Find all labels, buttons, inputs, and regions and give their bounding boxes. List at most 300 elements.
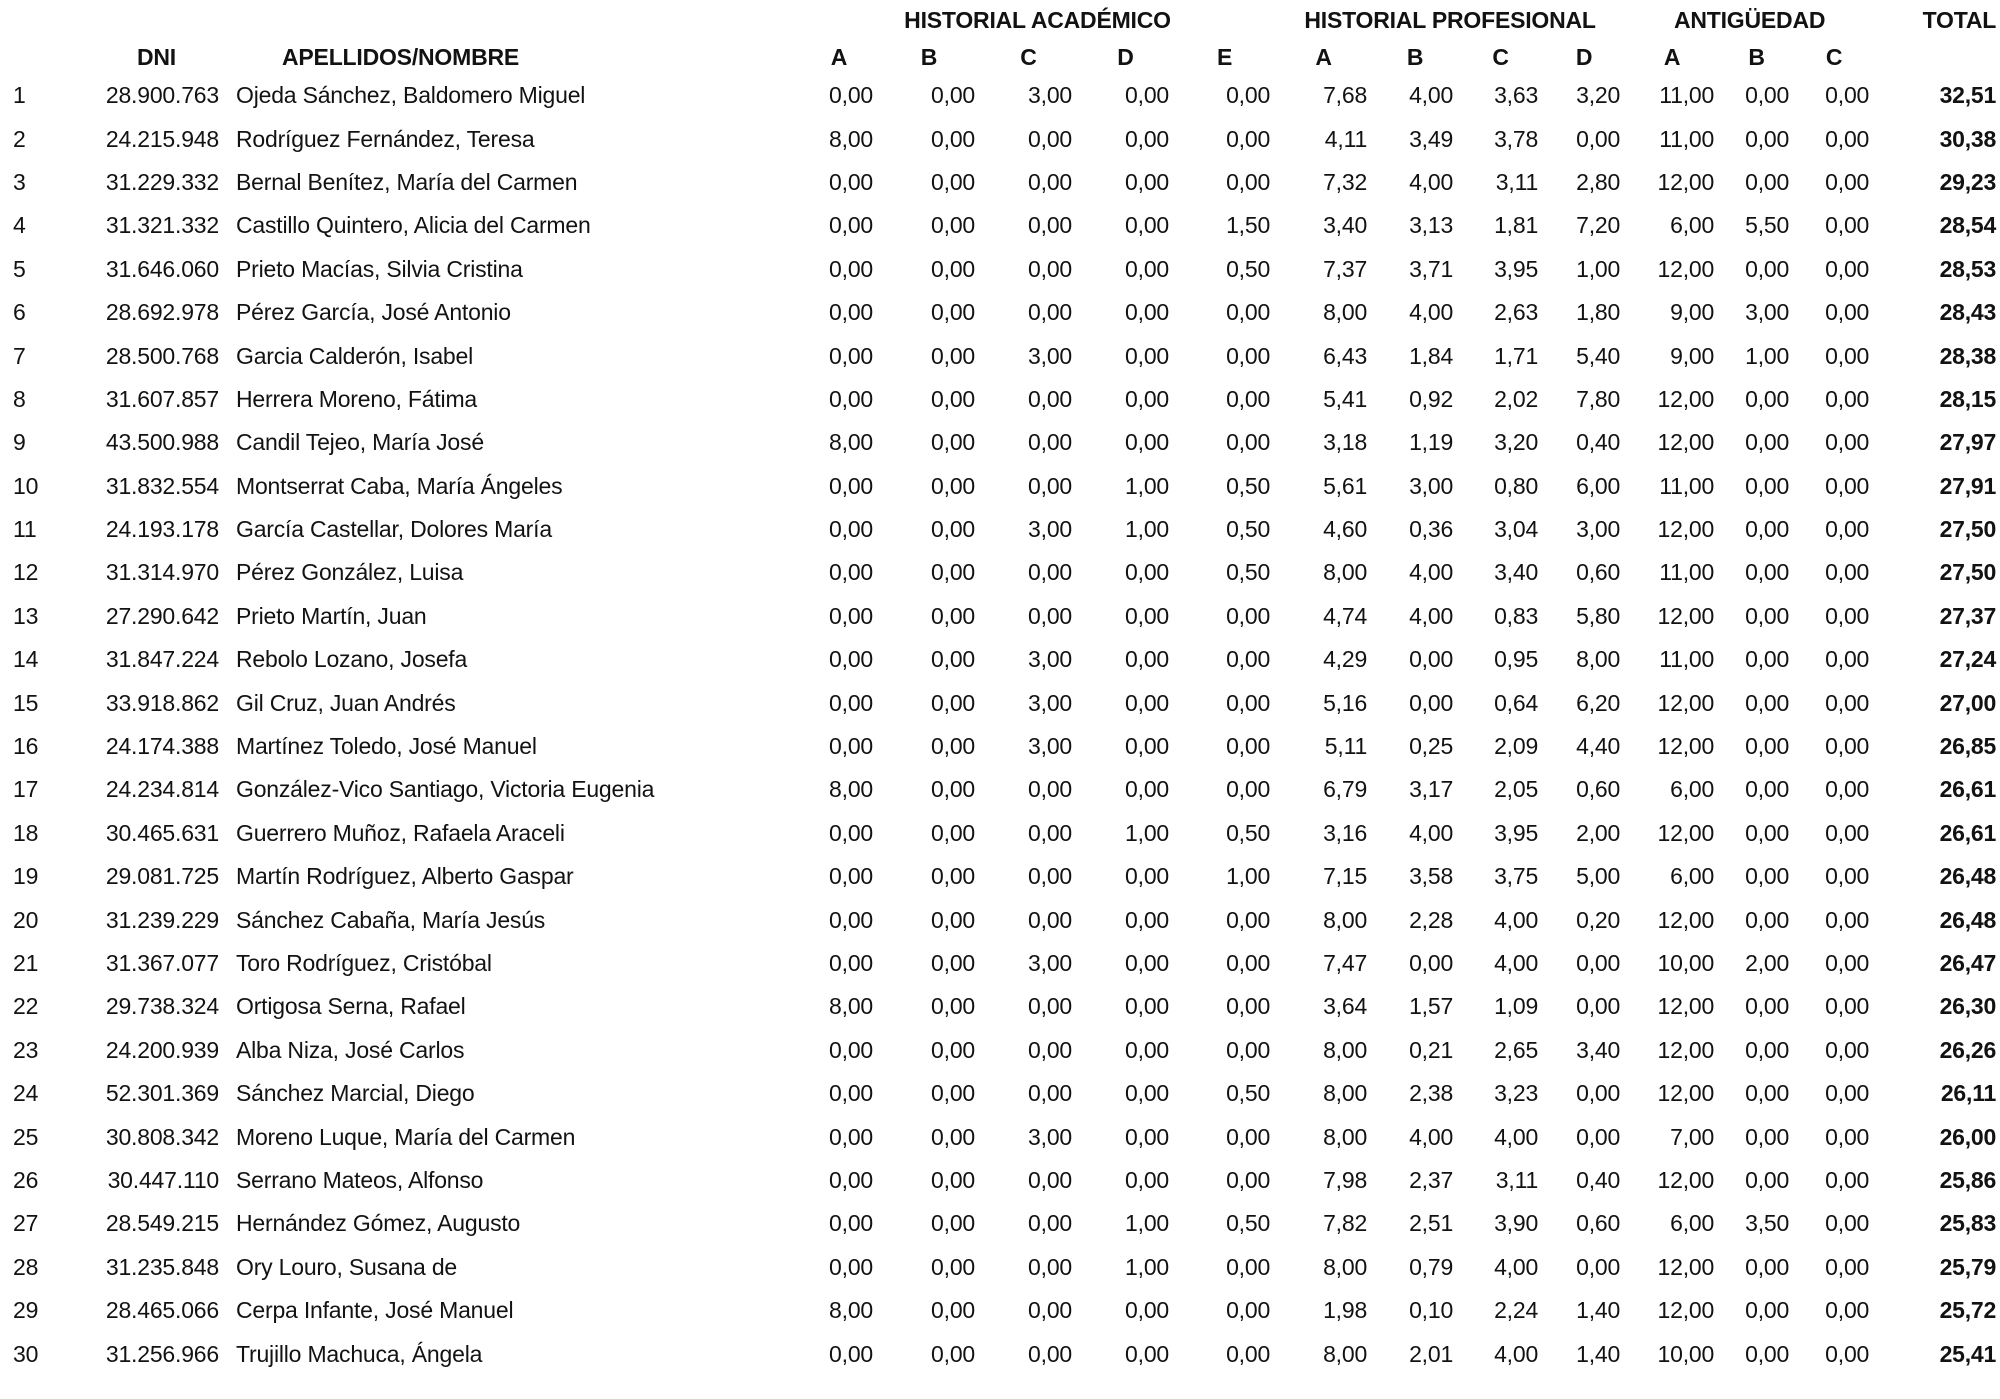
column-header-antiguedad-a: A xyxy=(1663,43,1681,70)
profesional-a-cell: 5,11 xyxy=(1324,733,1368,760)
academico-e-cell: 0,00 xyxy=(1226,125,1271,152)
academico-e-cell: 1,00 xyxy=(1226,863,1271,890)
antiguedad-c-cell: 0,00 xyxy=(1825,385,1870,412)
profesional-b-cell: 1,19 xyxy=(1409,429,1454,456)
academico-d-cell: 0,00 xyxy=(1125,125,1169,152)
profesional-a-cell: 3,18 xyxy=(1323,429,1368,456)
profesional-c-cell: 4,00 xyxy=(1494,1123,1539,1150)
academico-a-cell: 0,00 xyxy=(829,255,873,282)
antiguedad-a-cell: 12,00 xyxy=(1657,1166,1715,1193)
antiguedad-b-cell: 0,00 xyxy=(1745,516,1790,543)
academico-d-cell: 0,00 xyxy=(1125,602,1169,629)
academico-e-cell: 0,00 xyxy=(1226,1166,1271,1193)
profesional-b-cell: 4,00 xyxy=(1409,82,1454,109)
row-number-cell: 24 xyxy=(13,1080,39,1107)
profesional-b-cell: 2,01 xyxy=(1409,1340,1454,1367)
antiguedad-b-cell: 2,00 xyxy=(1745,950,1790,976)
academico-a-cell: 8,00 xyxy=(829,993,873,1020)
academico-c-cell: 0,00 xyxy=(1028,385,1072,412)
profesional-b-cell: 4,00 xyxy=(1409,168,1454,195)
antiguedad-c-cell: 0,00 xyxy=(1825,863,1870,890)
row-number-cell: 9 xyxy=(13,429,26,456)
antiguedad-a-cell: 11,00 xyxy=(1659,472,1715,499)
antiguedad-a-cell: 12,00 xyxy=(1657,1297,1715,1324)
academico-c-cell: 3,00 xyxy=(1028,950,1072,976)
profesional-d-cell: 6,00 xyxy=(1576,472,1621,499)
academico-b-cell: 0,00 xyxy=(931,559,975,586)
dni-cell: 33.918.862 xyxy=(105,689,219,716)
row-number-cell: 4 xyxy=(13,212,26,239)
table-row xyxy=(0,1072,2000,1115)
dni-cell: 31.646.060 xyxy=(105,255,219,282)
row-number-cell: 15 xyxy=(13,689,39,716)
profesional-c-cell: 4,00 xyxy=(1494,1340,1539,1367)
academico-e-cell: 0,50 xyxy=(1226,1210,1271,1237)
antiguedad-c-cell: 0,00 xyxy=(1825,906,1870,933)
antiguedad-b-cell: 3,00 xyxy=(1745,299,1790,326)
dni-cell: 31.367.077 xyxy=(105,950,219,976)
academico-a-cell: 0,00 xyxy=(829,82,873,109)
academico-e-cell: 0,50 xyxy=(1226,819,1271,846)
academico-e-cell: 0,00 xyxy=(1226,733,1271,760)
antiguedad-c-cell: 0,00 xyxy=(1825,559,1870,586)
academico-c-cell: 3,00 xyxy=(1028,516,1072,543)
row-number-cell: 12 xyxy=(13,559,39,586)
row-number-cell: 7 xyxy=(13,342,26,369)
profesional-a-cell: 8,00 xyxy=(1323,1036,1368,1063)
antiguedad-b-cell: 0,00 xyxy=(1745,429,1790,456)
column-header-profesional-c: C xyxy=(1492,43,1509,70)
profesional-a-cell: 3,16 xyxy=(1323,819,1368,846)
row-number-cell: 30 xyxy=(13,1340,39,1367)
row-number-cell: 29 xyxy=(13,1297,39,1324)
academico-d-cell: 0,00 xyxy=(1125,863,1169,890)
row-number-cell: 13 xyxy=(13,602,39,629)
profesional-d-cell: 4,40 xyxy=(1576,733,1621,760)
profesional-a-cell: 7,37 xyxy=(1323,255,1368,282)
profesional-c-cell: 3,11 xyxy=(1495,1166,1539,1193)
profesional-c-cell: 3,63 xyxy=(1494,82,1539,109)
antiguedad-b-cell: 0,00 xyxy=(1745,646,1790,673)
dni-cell: 30.808.342 xyxy=(105,1123,219,1150)
table-row xyxy=(0,334,2000,377)
name-cell: Prieto Martín, Juan xyxy=(236,602,427,629)
academico-d-cell: 1,00 xyxy=(1125,516,1169,543)
profesional-b-cell: 3,49 xyxy=(1409,125,1454,152)
column-header-row xyxy=(0,40,2000,74)
profesional-c-cell: 0,80 xyxy=(1494,472,1539,499)
academico-a-cell: 0,00 xyxy=(829,1080,873,1107)
dni-cell: 31.235.848 xyxy=(105,1253,219,1280)
profesional-a-cell: 7,98 xyxy=(1323,1166,1368,1193)
dni-cell: 24.174.388 xyxy=(105,733,219,760)
antiguedad-a-cell: 12,00 xyxy=(1657,168,1715,195)
academico-e-cell: 0,00 xyxy=(1226,602,1271,629)
academico-c-cell: 0,00 xyxy=(1028,776,1072,803)
academico-d-cell: 0,00 xyxy=(1125,776,1169,803)
academico-b-cell: 0,00 xyxy=(931,646,975,673)
dni-cell: 31.847.224 xyxy=(105,646,219,673)
total-cell: 25,86 xyxy=(1939,1166,1997,1193)
academico-a-cell: 0,00 xyxy=(829,689,873,716)
antiguedad-b-cell: 0,00 xyxy=(1745,1297,1790,1324)
table-row xyxy=(0,898,2000,941)
table-row xyxy=(0,595,2000,638)
dni-cell: 52.301.369 xyxy=(105,1080,219,1107)
antiguedad-c-cell: 0,00 xyxy=(1825,1253,1870,1280)
column-header-academico-e: E xyxy=(1216,43,1233,70)
dni-cell: 31.832.554 xyxy=(105,472,219,499)
academico-b-cell: 0,00 xyxy=(931,906,975,933)
profesional-c-cell: 3,90 xyxy=(1494,1210,1539,1237)
antiguedad-a-cell: 12,00 xyxy=(1657,906,1715,933)
academico-b-cell: 0,00 xyxy=(931,516,975,543)
table-row xyxy=(0,421,2000,464)
antiguedad-c-cell: 0,00 xyxy=(1825,212,1870,239)
academico-a-cell: 0,00 xyxy=(829,299,873,326)
academico-c-cell: 3,00 xyxy=(1028,82,1072,109)
table-row xyxy=(0,248,2000,291)
academico-c-cell: 0,00 xyxy=(1028,472,1072,499)
total-cell: 27,24 xyxy=(1939,646,1997,673)
academico-b-cell: 0,00 xyxy=(931,1340,975,1367)
table-row xyxy=(0,378,2000,421)
dni-cell: 29.738.324 xyxy=(105,993,219,1020)
table-row xyxy=(0,638,2000,681)
profesional-a-cell: 1,98 xyxy=(1323,1297,1368,1324)
academico-c-cell: 0,00 xyxy=(1028,819,1072,846)
academico-c-cell: 0,00 xyxy=(1028,993,1072,1020)
academico-c-cell: 0,00 xyxy=(1028,1080,1072,1107)
profesional-b-cell: 1,57 xyxy=(1409,993,1454,1020)
profesional-b-cell: 3,00 xyxy=(1409,472,1454,499)
academico-c-cell: 0,00 xyxy=(1028,299,1072,326)
antiguedad-a-cell: 12,00 xyxy=(1657,429,1715,456)
academico-b-cell: 0,00 xyxy=(931,950,975,976)
profesional-a-cell: 7,82 xyxy=(1323,1210,1368,1237)
profesional-d-cell: 6,20 xyxy=(1576,689,1621,716)
total-cell: 26,85 xyxy=(1939,733,1997,760)
table-row xyxy=(0,812,2000,855)
table-row xyxy=(0,1332,2000,1375)
profesional-c-cell: 2,63 xyxy=(1494,299,1539,326)
profesional-a-cell: 7,68 xyxy=(1323,82,1368,109)
antiguedad-a-cell: 10,00 xyxy=(1657,950,1715,976)
academico-e-cell: 0,00 xyxy=(1226,168,1271,195)
profesional-c-cell: 3,95 xyxy=(1494,255,1539,282)
dni-cell: 31.239.229 xyxy=(105,906,219,933)
profesional-b-cell: 2,38 xyxy=(1409,1080,1454,1107)
profesional-c-cell: 2,09 xyxy=(1494,733,1539,760)
antiguedad-b-cell: 0,00 xyxy=(1745,863,1790,890)
profesional-c-cell: 4,00 xyxy=(1494,906,1539,933)
academico-c-cell: 0,00 xyxy=(1028,212,1072,239)
profesional-d-cell: 0,20 xyxy=(1576,906,1621,933)
academico-b-cell: 0,00 xyxy=(931,1166,975,1193)
row-number-cell: 14 xyxy=(13,646,39,673)
academico-b-cell: 0,00 xyxy=(931,1297,975,1324)
profesional-c-cell: 3,11 xyxy=(1495,168,1539,195)
profesional-b-cell: 1,84 xyxy=(1409,342,1454,369)
row-number-cell: 22 xyxy=(13,993,39,1020)
row-number-cell: 27 xyxy=(13,1210,39,1237)
name-cell: Sánchez Cabaña, María Jesús xyxy=(236,906,546,933)
dni-cell: 28.465.066 xyxy=(105,1297,219,1324)
profesional-c-cell: 2,24 xyxy=(1494,1297,1539,1324)
academico-e-cell: 0,00 xyxy=(1226,1297,1271,1324)
antiguedad-a-cell: 12,00 xyxy=(1657,1253,1715,1280)
academico-e-cell: 0,00 xyxy=(1226,342,1271,369)
total-cell: 27,97 xyxy=(1939,429,1997,456)
antiguedad-c-cell: 0,00 xyxy=(1825,1166,1870,1193)
table-row xyxy=(0,1029,2000,1072)
row-number-cell: 23 xyxy=(13,1036,39,1063)
academico-c-cell: 3,00 xyxy=(1028,646,1072,673)
antiguedad-a-cell: 12,00 xyxy=(1657,1036,1715,1063)
antiguedad-c-cell: 0,00 xyxy=(1825,776,1870,803)
antiguedad-b-cell: 0,00 xyxy=(1745,906,1790,933)
academico-b-cell: 0,00 xyxy=(931,1210,975,1237)
name-cell: Trujillo Machuca, Ángela xyxy=(236,1340,483,1367)
dni-cell: 28.549.215 xyxy=(105,1210,219,1237)
profesional-b-cell: 4,00 xyxy=(1409,299,1454,326)
table-header xyxy=(0,0,2000,74)
profesional-c-cell: 0,64 xyxy=(1494,689,1539,716)
total-cell: 27,50 xyxy=(1939,516,1997,543)
profesional-b-cell: 0,00 xyxy=(1409,950,1454,976)
profesional-c-cell: 0,83 xyxy=(1494,602,1539,629)
academico-a-cell: 0,00 xyxy=(829,516,873,543)
antiguedad-c-cell: 0,00 xyxy=(1825,82,1870,109)
profesional-a-cell: 8,00 xyxy=(1323,1080,1368,1107)
academico-b-cell: 0,00 xyxy=(931,255,975,282)
antiguedad-b-cell: 0,00 xyxy=(1745,1253,1790,1280)
total-cell: 28,54 xyxy=(1939,212,1997,239)
antiguedad-b-cell: 0,00 xyxy=(1745,602,1790,629)
academico-e-cell: 0,00 xyxy=(1226,429,1271,456)
antiguedad-a-cell: 6,00 xyxy=(1670,212,1715,239)
academico-b-cell: 0,00 xyxy=(931,602,975,629)
academico-e-cell: 0,00 xyxy=(1226,950,1271,976)
total-cell: 32,51 xyxy=(1939,82,1997,109)
antiguedad-c-cell: 0,00 xyxy=(1825,472,1870,499)
header-spacer xyxy=(0,0,800,40)
profesional-d-cell: 3,00 xyxy=(1576,516,1621,543)
academico-a-cell: 8,00 xyxy=(829,429,873,456)
profesional-a-cell: 5,61 xyxy=(1323,472,1368,499)
total-cell: 26,30 xyxy=(1939,993,1997,1020)
profesional-b-cell: 4,00 xyxy=(1409,819,1454,846)
academico-d-cell: 0,00 xyxy=(1125,950,1169,976)
antiguedad-b-cell: 0,00 xyxy=(1745,559,1790,586)
academico-b-cell: 0,00 xyxy=(931,125,975,152)
name-cell: Toro Rodríguez, Cristóbal xyxy=(236,950,492,976)
academico-e-cell: 0,00 xyxy=(1226,1036,1271,1063)
name-cell: Ojeda Sánchez, Baldomero Miguel xyxy=(236,82,586,109)
name-cell: Montserrat Caba, María Ángeles xyxy=(236,472,563,499)
table-row xyxy=(0,551,2000,594)
header-spacer xyxy=(0,40,60,74)
antiguedad-c-cell: 0,00 xyxy=(1825,429,1870,456)
academico-d-cell: 0,00 xyxy=(1125,1123,1169,1150)
name-cell: Castillo Quintero, Alicia del Carmen xyxy=(236,212,591,239)
column-header-academico-a: A xyxy=(830,43,848,70)
profesional-c-cell: 3,23 xyxy=(1494,1080,1539,1107)
profesional-a-cell: 5,16 xyxy=(1323,689,1368,716)
academico-d-cell: 1,00 xyxy=(1125,1253,1169,1280)
total-cell: 26,11 xyxy=(1940,1080,1997,1107)
antiguedad-b-cell: 5,50 xyxy=(1745,212,1790,239)
profesional-b-cell: 0,00 xyxy=(1409,646,1454,673)
table-row xyxy=(0,465,2000,508)
dni-cell: 29.081.725 xyxy=(105,863,219,890)
dni-cell: 30.447.110 xyxy=(107,1166,219,1193)
academico-a-cell: 0,00 xyxy=(829,950,873,976)
profesional-d-cell: 5,00 xyxy=(1576,863,1621,890)
dni-cell: 43.500.988 xyxy=(105,429,219,456)
row-number-cell: 6 xyxy=(13,299,26,326)
profesional-c-cell: 4,00 xyxy=(1494,950,1539,976)
antiguedad-b-cell: 0,00 xyxy=(1745,82,1790,109)
profesional-c-cell: 3,75 xyxy=(1494,863,1539,890)
profesional-a-cell: 4,74 xyxy=(1323,602,1368,629)
column-header-profesional-d: D xyxy=(1575,43,1593,70)
academico-c-cell: 3,00 xyxy=(1028,1123,1072,1150)
academico-e-cell: 0,00 xyxy=(1226,776,1271,803)
name-cell: Serrano Mateos, Alfonso xyxy=(236,1166,484,1193)
antiguedad-a-cell: 6,00 xyxy=(1670,863,1715,890)
antiguedad-c-cell: 0,00 xyxy=(1825,255,1870,282)
antiguedad-b-cell: 0,00 xyxy=(1745,125,1790,152)
antiguedad-c-cell: 0,00 xyxy=(1825,1036,1870,1063)
academico-d-cell: 0,00 xyxy=(1125,1080,1169,1107)
name-cell: Ory Louro, Susana de xyxy=(236,1253,458,1280)
antiguedad-c-cell: 0,00 xyxy=(1825,646,1870,673)
antiguedad-b-cell: 3,50 xyxy=(1745,1210,1790,1237)
profesional-b-cell: 4,00 xyxy=(1409,559,1454,586)
name-cell: García Castellar, Dolores María xyxy=(236,516,552,543)
row-number-cell: 25 xyxy=(13,1123,39,1150)
name-cell: Moreno Luque, María del Carmen xyxy=(236,1123,576,1150)
table-row xyxy=(0,1115,2000,1158)
antiguedad-a-cell: 12,00 xyxy=(1657,689,1715,716)
table-row xyxy=(0,508,2000,551)
profesional-d-cell: 2,80 xyxy=(1576,168,1621,195)
profesional-a-cell: 5,41 xyxy=(1323,385,1368,412)
academico-a-cell: 0,00 xyxy=(829,342,873,369)
profesional-b-cell: 3,13 xyxy=(1409,212,1454,239)
academico-c-cell: 0,00 xyxy=(1028,906,1072,933)
academico-d-cell: 0,00 xyxy=(1125,993,1169,1020)
academico-e-cell: 0,00 xyxy=(1226,993,1271,1020)
profesional-d-cell: 1,40 xyxy=(1576,1340,1621,1367)
table-row xyxy=(0,117,2000,160)
academico-d-cell: 0,00 xyxy=(1125,385,1169,412)
total-cell: 25,79 xyxy=(1939,1253,1997,1280)
dni-cell: 30.465.631 xyxy=(105,819,219,846)
total-cell: 30,38 xyxy=(1939,125,1997,152)
academico-d-cell: 0,00 xyxy=(1125,1340,1169,1367)
academico-c-cell: 0,00 xyxy=(1028,1210,1072,1237)
academico-d-cell: 1,00 xyxy=(1125,1210,1169,1237)
antiguedad-a-cell: 7,00 xyxy=(1670,1123,1715,1150)
profesional-d-cell: 0,00 xyxy=(1576,950,1621,976)
academico-e-cell: 0,50 xyxy=(1226,516,1271,543)
profesional-b-cell: 3,58 xyxy=(1409,863,1454,890)
antiguedad-a-cell: 6,00 xyxy=(1670,1210,1715,1237)
profesional-a-cell: 4,11 xyxy=(1324,125,1368,152)
column-header-profesional-b: B xyxy=(1406,43,1424,70)
academico-d-cell: 0,00 xyxy=(1125,255,1169,282)
profesional-b-cell: 0,10 xyxy=(1409,1297,1454,1324)
antiguedad-c-cell: 0,00 xyxy=(1825,689,1870,716)
antiguedad-c-cell: 0,00 xyxy=(1825,993,1870,1020)
profesional-d-cell: 7,20 xyxy=(1576,212,1621,239)
academico-a-cell: 0,00 xyxy=(829,646,873,673)
profesional-d-cell: 0,00 xyxy=(1576,993,1621,1020)
antiguedad-c-cell: 0,00 xyxy=(1825,299,1870,326)
academico-d-cell: 0,00 xyxy=(1125,559,1169,586)
academico-a-cell: 0,00 xyxy=(829,1166,873,1193)
profesional-a-cell: 8,00 xyxy=(1323,559,1368,586)
column-header-profesional-a: A xyxy=(1315,43,1332,70)
dni-cell: 31.314.970 xyxy=(105,559,219,586)
profesional-d-cell: 5,40 xyxy=(1576,342,1621,369)
academico-c-cell: 0,00 xyxy=(1028,255,1072,282)
profesional-b-cell: 2,28 xyxy=(1409,906,1454,933)
antiguedad-a-cell: 11,00 xyxy=(1659,125,1715,152)
antiguedad-a-cell: 12,00 xyxy=(1657,819,1715,846)
total-cell: 27,37 xyxy=(1939,602,1997,629)
name-cell: Martín Rodríguez, Alberto Gaspar xyxy=(236,863,574,890)
academico-b-cell: 0,00 xyxy=(931,776,975,803)
dni-cell: 24.215.948 xyxy=(105,125,219,152)
profesional-d-cell: 8,00 xyxy=(1576,646,1621,673)
profesional-a-cell: 7,15 xyxy=(1323,863,1368,890)
academico-a-cell: 8,00 xyxy=(829,776,873,803)
total-cell: 25,72 xyxy=(1939,1297,1997,1324)
academico-c-cell: 0,00 xyxy=(1028,1340,1072,1367)
row-number-cell: 8 xyxy=(13,385,26,412)
profesional-c-cell: 3,04 xyxy=(1494,516,1539,543)
academico-b-cell: 0,00 xyxy=(931,819,975,846)
profesional-b-cell: 0,21 xyxy=(1409,1036,1454,1063)
antiguedad-b-cell: 0,00 xyxy=(1745,1340,1790,1367)
table-row xyxy=(0,1246,2000,1289)
row-number-cell: 17 xyxy=(13,776,39,803)
antiguedad-a-cell: 10,00 xyxy=(1657,1340,1715,1367)
row-number-cell: 19 xyxy=(13,863,39,890)
profesional-a-cell: 8,00 xyxy=(1323,1253,1368,1280)
antiguedad-b-cell: 0,00 xyxy=(1745,689,1790,716)
profesional-a-cell: 8,00 xyxy=(1323,906,1368,933)
academico-d-cell: 0,00 xyxy=(1125,906,1169,933)
column-header-academico-d: D xyxy=(1117,43,1134,70)
column-header-antiguedad-b: B xyxy=(1748,43,1765,70)
antiguedad-b-cell: 0,00 xyxy=(1745,733,1790,760)
profesional-c-cell: 4,00 xyxy=(1494,1253,1539,1280)
academico-e-cell: 0,00 xyxy=(1226,646,1271,673)
table-row xyxy=(0,855,2000,898)
name-cell: Garcia Calderón, Isabel xyxy=(236,342,474,369)
name-cell: Rebolo Lozano, Josefa xyxy=(236,646,468,673)
antiguedad-b-cell: 1,00 xyxy=(1745,342,1790,369)
academico-d-cell: 0,00 xyxy=(1125,429,1169,456)
profesional-d-cell: 3,40 xyxy=(1576,1036,1621,1063)
academico-d-cell: 0,00 xyxy=(1125,342,1169,369)
profesional-c-cell: 2,05 xyxy=(1494,776,1539,803)
academico-e-cell: 0,00 xyxy=(1226,1340,1271,1367)
